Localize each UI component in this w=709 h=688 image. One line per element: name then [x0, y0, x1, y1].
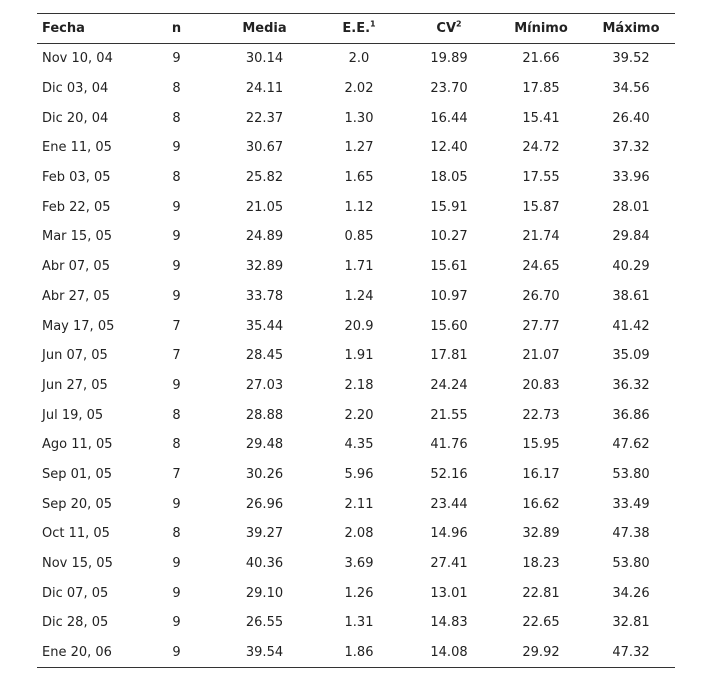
cell-cv: 27.41	[430, 556, 468, 572]
cell-ee: 3.69	[344, 556, 374, 572]
table-row	[37, 133, 675, 163]
cell-n: 8	[172, 407, 181, 423]
cell-maximo: 29.84	[612, 229, 650, 245]
cell-n: 9	[172, 377, 181, 393]
cell-minimo: 29.92	[522, 645, 560, 661]
cell-ee: 1.30	[344, 110, 374, 126]
cell-cv: 21.55	[430, 407, 468, 423]
data-table-container	[37, 13, 675, 668]
cell-maximo: 53.80	[612, 466, 650, 482]
cell-n: 7	[172, 348, 181, 364]
cell-maximo: 37.32	[612, 140, 650, 156]
cell-cv: 14.83	[430, 615, 468, 631]
cell-fecha: Sep 20, 05	[42, 496, 112, 512]
cell-fecha: Dic 03, 04	[42, 81, 109, 97]
cell-n: 9	[172, 259, 181, 275]
cell-media: 30.14	[245, 51, 284, 67]
cell-minimo: 17.55	[522, 170, 560, 186]
cell-minimo: 15.41	[522, 110, 560, 126]
cell-cv: 12.40	[430, 140, 468, 156]
cell-maximo: 36.86	[612, 407, 650, 423]
cell-maximo: 33.96	[612, 170, 650, 186]
cell-minimo: 32.89	[522, 526, 560, 542]
cell-ee: 0.85	[344, 229, 374, 245]
cell-ee: 1.24	[344, 288, 374, 304]
cell-minimo: 22.73	[522, 407, 560, 423]
cell-cv: 24.24	[430, 377, 468, 393]
cell-media: 39.54	[245, 645, 284, 661]
cell-cv: 23.70	[430, 81, 468, 97]
cell-cv: 52.16	[430, 466, 468, 482]
cell-ee: 20.9	[344, 318, 374, 334]
cell-media: 25.82	[245, 170, 284, 186]
cell-media: 35.44	[245, 318, 284, 334]
cell-media: 27.03	[245, 377, 284, 393]
cell-ee: 5.96	[344, 466, 374, 482]
table-row	[37, 282, 675, 312]
cell-media: 39.27	[245, 526, 284, 542]
cell-cv: 14.96	[430, 526, 468, 542]
cell-fecha: Dic 07, 05	[42, 585, 109, 601]
table-row	[37, 519, 675, 549]
cell-maximo: 34.26	[612, 585, 650, 601]
cell-fecha: Feb 03, 05	[42, 170, 111, 186]
cell-ee: 4.35	[344, 437, 374, 453]
cell-minimo: 27.77	[522, 318, 560, 334]
cell-ee: 1.71	[344, 259, 374, 275]
table-row	[37, 460, 675, 490]
table-row	[37, 341, 675, 371]
cell-ee: 1.12	[344, 199, 374, 215]
cell-maximo: 26.40	[612, 110, 650, 126]
footnote-marker: 2	[456, 19, 462, 29]
cell-maximo: 53.80	[612, 556, 650, 572]
cell-cv: 10.97	[430, 288, 468, 304]
cell-media: 28.88	[245, 407, 284, 423]
cell-cv: 18.05	[430, 170, 468, 186]
cell-minimo: 24.65	[522, 259, 560, 275]
cell-media: 24.89	[245, 229, 284, 245]
cell-ee: 2.11	[344, 496, 374, 512]
cell-fecha: Jun 07, 05	[42, 348, 108, 364]
cell-cv: 15.60	[430, 318, 468, 334]
cell-cv: 15.91	[430, 199, 468, 215]
cell-n: 9	[172, 140, 181, 156]
cell-maximo: 35.09	[612, 348, 650, 364]
cell-ee: 2.02	[344, 81, 374, 97]
cell-cv: 41.76	[430, 437, 468, 453]
cell-minimo: 21.66	[522, 51, 560, 67]
cell-minimo: 26.70	[522, 288, 560, 304]
cell-minimo: 21.74	[522, 229, 560, 245]
cell-n: 8	[172, 437, 181, 453]
header-cv: $CV^2$	[436, 19, 462, 36]
cell-media: 22.37	[245, 110, 284, 126]
table-row	[37, 252, 675, 282]
cell-minimo: 15.95	[522, 437, 560, 453]
cell-maximo: 47.32	[612, 645, 650, 661]
cell-maximo: 40.29	[612, 259, 650, 275]
cell-n: 8	[172, 526, 181, 542]
table-body	[37, 44, 675, 668]
cell-media: 29.48	[245, 437, 284, 453]
cell-fecha: Nov 15, 05	[42, 556, 113, 572]
table-row	[37, 74, 675, 104]
header-media: Media	[242, 21, 287, 36]
cell-maximo: 47.62	[612, 437, 650, 453]
cell-maximo: 47.38	[612, 526, 650, 542]
header-fecha: Fecha	[42, 21, 85, 36]
cell-maximo: 33.49	[612, 496, 650, 512]
cell-n: 9	[172, 229, 181, 245]
cell-media: 21.05	[245, 199, 284, 215]
cell-fecha: Dic 28, 05	[42, 615, 109, 631]
table-row	[37, 163, 675, 193]
table-row	[37, 638, 675, 668]
cell-ee: 1.26	[344, 585, 374, 601]
cell-n: 8	[172, 81, 181, 97]
cell-minimo: 20.83	[522, 377, 560, 393]
cell-media: 40.36	[245, 556, 284, 572]
cell-media: 29.10	[245, 585, 284, 601]
cell-fecha: Mar 15, 05	[42, 229, 113, 245]
cell-n: 8	[172, 170, 181, 186]
footnote-marker: 1	[370, 19, 376, 29]
cell-minimo: 17.85	[522, 81, 560, 97]
table-row	[37, 578, 675, 608]
cell-maximo: 32.81	[612, 615, 650, 631]
cell-ee: 1.27	[344, 140, 374, 156]
cell-media: 26.55	[245, 615, 284, 631]
cell-maximo: 36.32	[612, 377, 650, 393]
cell-maximo: 41.42	[612, 318, 650, 334]
cell-cv: 19.89	[430, 51, 468, 67]
cell-fecha: Ene 11, 05	[42, 140, 112, 156]
table-row	[37, 489, 675, 519]
cell-media: 33.78	[245, 288, 284, 304]
cell-n: 9	[172, 585, 181, 601]
cell-minimo: 18.23	[522, 556, 560, 572]
header-ee: E.E.$^1$	[342, 19, 376, 36]
cell-ee: 2.20	[344, 407, 374, 423]
cell-n: 9	[172, 199, 181, 215]
cell-ee: 2.18	[344, 377, 374, 393]
cell-fecha: Sep 01, 05	[42, 466, 112, 482]
cell-media: 30.26	[245, 466, 284, 482]
header-minimo: Mínimo	[514, 21, 568, 36]
cell-ee: 1.86	[344, 645, 374, 661]
table-row	[37, 549, 675, 579]
cell-ee: 1.65	[344, 170, 374, 186]
cell-media: 24.11	[245, 81, 284, 97]
table-row	[37, 192, 675, 222]
cell-fecha: Feb 22, 05	[42, 199, 111, 215]
table-row	[37, 103, 675, 133]
cell-fecha: Nov 10, 04	[42, 51, 113, 67]
table-row	[37, 44, 675, 74]
cell-ee: 2.0	[348, 51, 370, 67]
cell-n: 9	[172, 556, 181, 572]
cell-maximo: 34.56	[612, 81, 650, 97]
cell-fecha: Jul 19, 05	[42, 407, 104, 423]
cell-cv: 14.08	[430, 645, 468, 661]
cell-cv: 13.01	[430, 585, 468, 601]
header-n: n	[171, 21, 182, 36]
cell-fecha: Ene 20, 06	[42, 645, 112, 661]
cell-minimo: 16.62	[522, 496, 560, 512]
cell-fecha: Dic 20, 04	[42, 110, 109, 126]
cell-maximo: 39.52	[612, 51, 650, 67]
cell-minimo: 21.07	[522, 348, 560, 364]
cell-n: 9	[172, 645, 181, 661]
cell-n: 9	[172, 288, 181, 304]
cell-fecha: Jun 27, 05	[42, 377, 108, 393]
cell-cv: 17.81	[430, 348, 468, 364]
cell-media: 32.89	[245, 259, 284, 275]
table-row	[37, 400, 675, 430]
cell-fecha: Oct 11, 05	[42, 526, 110, 542]
cell-media: 26.96	[245, 496, 284, 512]
header-row	[37, 14, 675, 44]
cell-media: 30.67	[245, 140, 284, 156]
table-row	[37, 311, 675, 341]
table-row	[37, 222, 675, 252]
cell-cv: 10.27	[430, 229, 468, 245]
cell-fecha: May 17, 05	[42, 318, 115, 334]
cell-fecha: Abr 07, 05	[42, 259, 110, 275]
cell-cv: 16.44	[430, 110, 468, 126]
cell-n: 8	[172, 110, 181, 126]
table-row	[37, 371, 675, 401]
cell-cv: 23.44	[430, 496, 468, 512]
cell-ee: 2.08	[344, 526, 374, 542]
cell-fecha: Abr 27, 05	[42, 288, 110, 304]
cell-minimo: 24.72	[522, 140, 560, 156]
cell-maximo: 28.01	[612, 199, 650, 215]
table-row	[37, 608, 675, 638]
cell-ee: 1.91	[344, 348, 374, 364]
cell-n: 7	[172, 466, 181, 482]
cell-minimo: 15.87	[522, 199, 560, 215]
cell-n: 7	[172, 318, 181, 334]
cell-cv: 15.61	[430, 259, 468, 275]
cell-ee: 1.31	[344, 615, 374, 631]
cell-minimo: 22.65	[522, 615, 560, 631]
header-maximo: Máximo	[602, 21, 660, 36]
table-row	[37, 430, 675, 460]
cell-n: 9	[172, 51, 181, 67]
cell-minimo: 22.81	[522, 585, 560, 601]
cell-maximo: 38.61	[612, 288, 650, 304]
cell-n: 9	[172, 496, 181, 512]
cell-media: 28.45	[245, 348, 284, 364]
statistics-table	[37, 13, 675, 668]
cell-fecha: Ago 11, 05	[42, 437, 113, 453]
cell-minimo: 16.17	[522, 466, 560, 482]
cell-n: 9	[172, 615, 181, 631]
